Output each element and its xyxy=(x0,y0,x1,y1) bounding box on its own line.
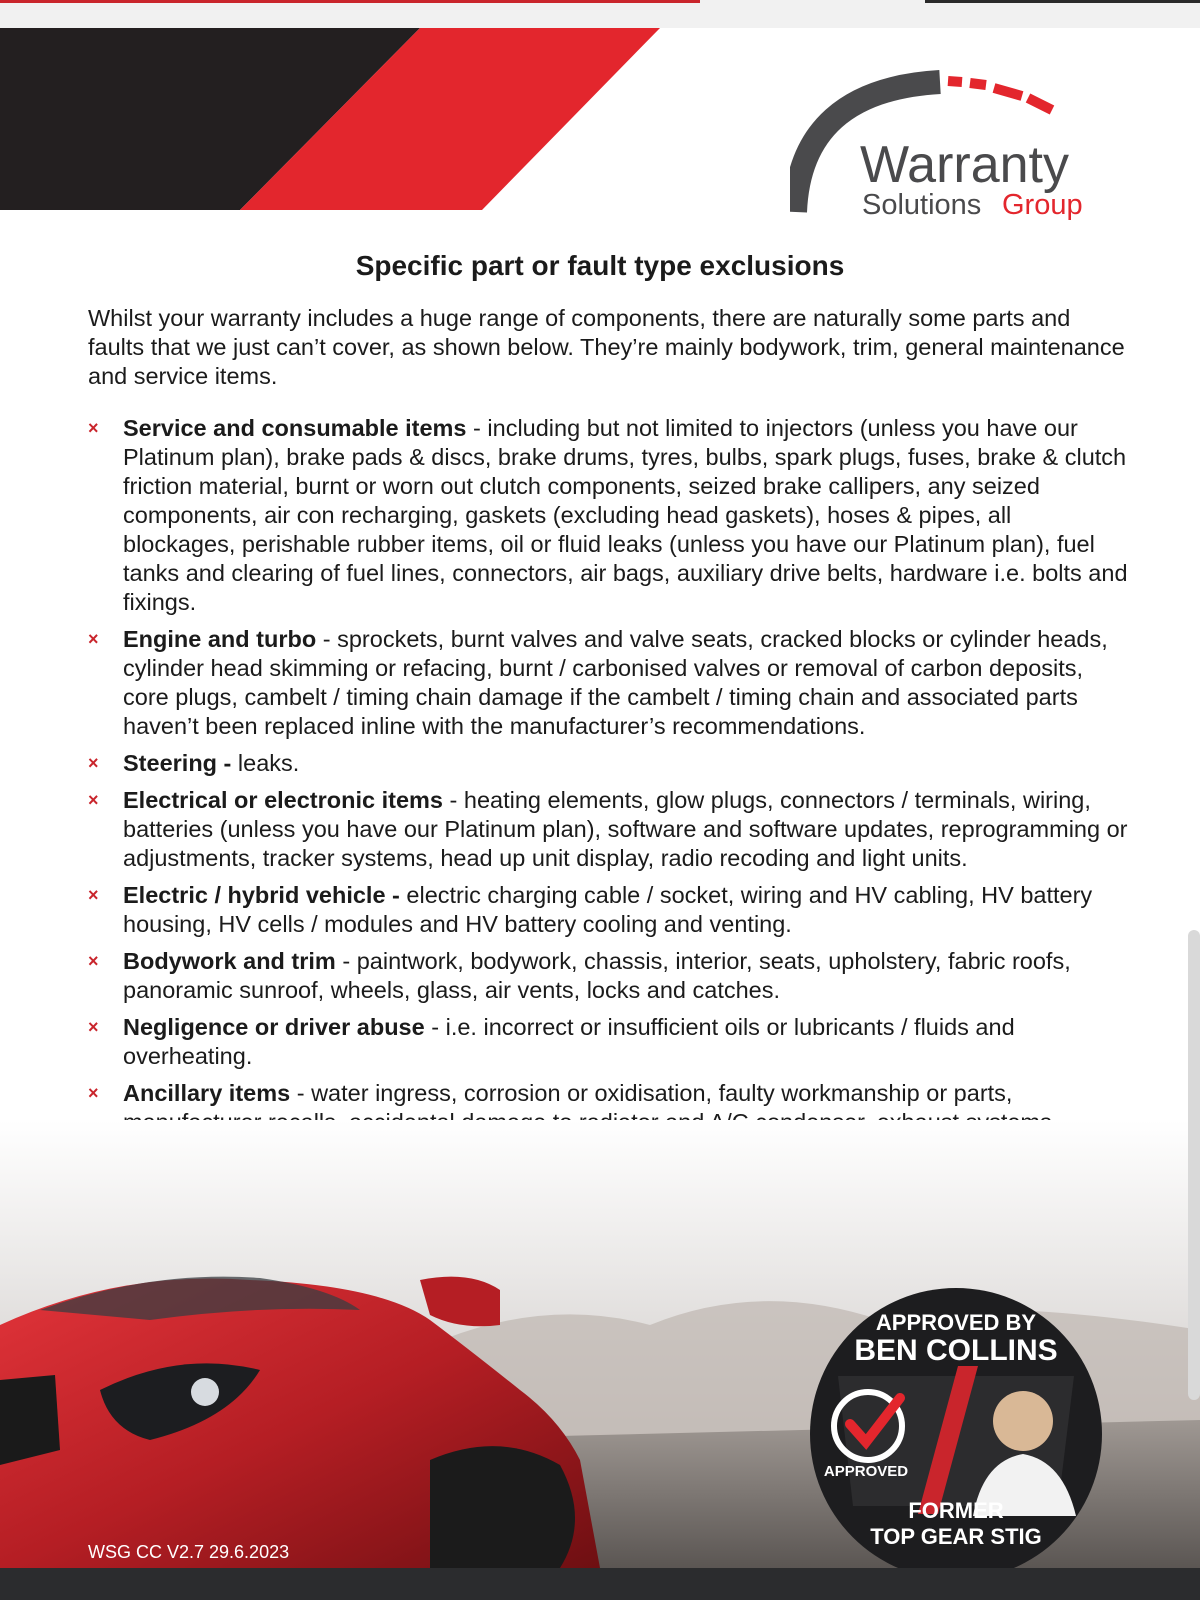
logo-arc-icon xyxy=(790,70,1120,230)
exclusion-title: Engine and turbo xyxy=(123,626,317,652)
exclusion-title: Service and consumable items xyxy=(123,415,467,441)
exclusion-title: Electrical or electronic items xyxy=(123,787,444,813)
exclusion-title: Electric / hybrid vehicle - xyxy=(123,882,400,908)
cross-icon: × xyxy=(88,885,99,905)
exclusion-item xyxy=(88,947,1128,1005)
exclusion-title: Steering - xyxy=(123,750,232,776)
exclusion-text: electric charging cable / socket, wiring and HV cabling, HV battery housing, HV cells / modules and HV battery cooling and venting. xyxy=(123,882,1093,937)
document-code: WSG CC V2.7 29.6.2023 xyxy=(88,1542,290,1562)
logo-word-warranty: Warranty xyxy=(860,136,1069,194)
exclusion-separator: - xyxy=(316,626,338,652)
exclusion-text: paintwork, bodywork, chassis, interior, seats, upholstery, fabric roofs, panoramic sunroof, wheels, glass, air vents, locks and catches. xyxy=(123,948,1071,1003)
exclusion-separator: - xyxy=(466,415,488,441)
exclusion-text: including but not limited to injectors (unless you have our Platinum plan), brake pads & discs, brake drums, tyres, bulbs, spark plugs, fuses, brake & clutch friction material, burnt or worn out clutch components, seized brake callipers, any seized components, air con recharging, gaskets (excluding head gaskets), hoses & pipes, all blockages, perishable rubber items, oil or fluid leaks (unless you have our Platinum plan), fuel tanks and clearing of fuel lines, connectors, air bags, auxiliary drive belts, hardware i.e. bolts and fixings. xyxy=(123,415,1128,615)
badge-name: BEN COLLINS xyxy=(854,1334,1058,1367)
exclusion-separator: - xyxy=(290,1080,312,1106)
scrollbar-handle[interactable] xyxy=(1188,930,1200,1400)
exclusion-text: leaks. xyxy=(237,750,300,776)
exclusion-text: water ingress, corrosion or oxidisation, faulty workmanship or parts, xyxy=(311,1080,1013,1106)
exclusion-separator: - xyxy=(443,787,464,813)
bottom-bar xyxy=(0,1568,1200,1600)
exclusion-text: sprockets, burnt valves and valve seats, cracked blocks or cylinder heads, cylinder head skimming or refacing, burnt / carbonised valves or removal of carbon deposits, core plugs, cambelt / timing chain damage if the cambelt / timing chain and associated parts haven’t been replaced inline with the manufacturer’s recommendations. xyxy=(123,626,1108,739)
logo-word-group: Group xyxy=(1002,189,1083,221)
cross-icon: × xyxy=(88,1017,99,1037)
intro-paragraph: Whilst your warranty includes a huge range of components, there are naturally some parts and faults that we just can’t cover, as shown below. They’re mainly bodywork, trim, general maintenance and service items. xyxy=(88,305,1125,389)
exclusion-title: Bodywork and trim xyxy=(123,948,336,974)
cross-icon: × xyxy=(88,951,99,971)
cross-icon: × xyxy=(88,790,99,810)
exclusion-title: Negligence or driver abuse xyxy=(123,1014,425,1040)
logo-word-solutions: Solutions xyxy=(862,189,982,221)
exclusion-item xyxy=(88,749,1128,778)
badge-approved: APPROVED xyxy=(823,1463,909,1480)
badge-approved-by: APPROVED BY xyxy=(875,1310,1037,1335)
exclusion-separator: - xyxy=(424,1014,446,1040)
exclusion-text: heating elements, glow plugs, connectors / terminals, wiring, batteries (unless you have our Platinum plan), software and software updates, reprogramming or adjustments, tracker systems, head up unit display, radio recoding and light units. xyxy=(123,787,1128,871)
endorsement-badge xyxy=(808,1286,1104,1582)
cross-icon: × xyxy=(88,1083,99,1103)
exclusion-item xyxy=(88,1013,1128,1071)
exclusion-item xyxy=(88,625,1128,741)
company-logo xyxy=(790,70,1120,230)
top-strip-dark xyxy=(925,0,1200,3)
exclusion-item xyxy=(88,414,1128,617)
badge-top-gear-stig: TOP GEAR STIG xyxy=(870,1524,1042,1549)
exclusion-item xyxy=(88,786,1128,873)
badge-former: FORMER xyxy=(908,1498,1004,1523)
cross-icon: × xyxy=(88,629,99,649)
cross-icon: × xyxy=(88,753,99,773)
driver-portrait xyxy=(993,1391,1053,1451)
cross-icon: × xyxy=(88,418,99,438)
top-strip xyxy=(0,0,1200,28)
exclusion-text: i.e. incorrect or insufficient oils or lubricants / fluids and overheating. xyxy=(123,1014,1015,1069)
exclusion-title: Ancillary items xyxy=(123,1080,291,1106)
exclusions-list xyxy=(88,414,1128,1232)
page-title: Specific part or fault type exclusions xyxy=(355,250,845,281)
exclusion-separator: - xyxy=(335,948,357,974)
exclusion-item xyxy=(88,881,1128,939)
top-strip-red xyxy=(0,0,700,3)
